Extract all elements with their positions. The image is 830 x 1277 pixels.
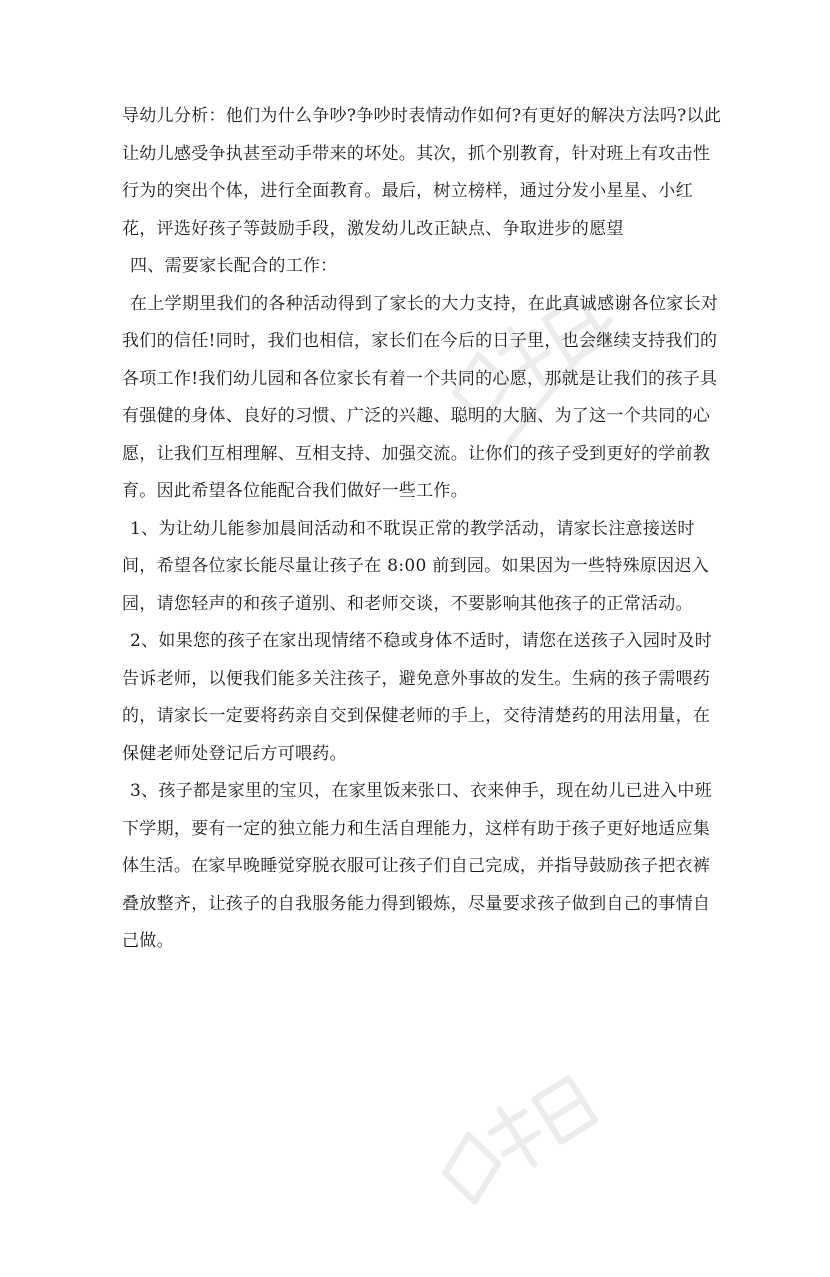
document-body <box>122 98 722 961</box>
list-item-self-care: 3、孩子都是家里的宝贝，在家里饭来张口、衣来伸手，现在幼儿已进入中班下学期，要有一定的独立能力和生活自理能力，这样有助于孩子更好地适应集体生活。在家早晚睡觉穿脱衣服可让孩子们自己完成，并指导鼓励孩子把衣裤叠放整齐，让孩子的自我服务能力得到锻炼，尽量要求孩子做到自己的事情自己做。 <box>122 781 713 951</box>
paragraph-thanks-parents: 在上学期里我们的各种活动得到了家长的大力支持，在此真诚感谢各位家长对我们的信任!同时，我们也相信，家长们在今后的日子里，也会继续支持我们的各项工作!我们幼儿园和各位家长有着一个共同的心愿，那就是让我们的孩子具有强健的身体、良好的习惯、广泛的兴趣、聪明的大脑、为了这一个共同的心愿，让我们互相理解、互相支持、加强交流。让你们的孩子受到更好的学前教育。因此希望各位能配合我们做好一些工作。 <box>122 293 719 501</box>
section-heading-parent-cooperation: 四、需要家长配合的工作： <box>130 256 338 276</box>
watermark-logo-icon <box>407 1033 673 1277</box>
paragraph-analysis: 导幼儿分析：他们为什么争吵?争吵时表情动作如何?有更好的解决方法吗?以此让幼儿感受争执甚至动手带来的坏处。其次，抓个别教育，针对班上有攻击性行为的突出个体，进行全面教育。最后，树立榜样，通过分发小星星、小红花，评选好孩子等鼓励手段，激发幼儿改正缺点、争取进步的愿望 <box>122 106 722 239</box>
list-item-arrival-time: 1、为让幼儿能参加晨间活动和不耽误正常的教学活动，请家长注意接送时间，希望各位家长能尽量让孩子在 8:00 前到园。如果因为一些特殊原因迟入园，请您轻声的和孩子道别、和老师交谈，不要影响其他孩子的正常活动。 <box>122 518 710 614</box>
list-item-health-medicine: 2、如果您的孩子在家出现情绪不稳或身体不适时，请您在送孩子入园时及时告诉老师，以便我们能多关注孩子，避免意外事故的发生。生病的孩子需喂药的，请家长一定要将药亲自交到保健老师的手上，交待清楚药的用法用量，在保健老师处登记后方可喂药。 <box>122 631 713 764</box>
